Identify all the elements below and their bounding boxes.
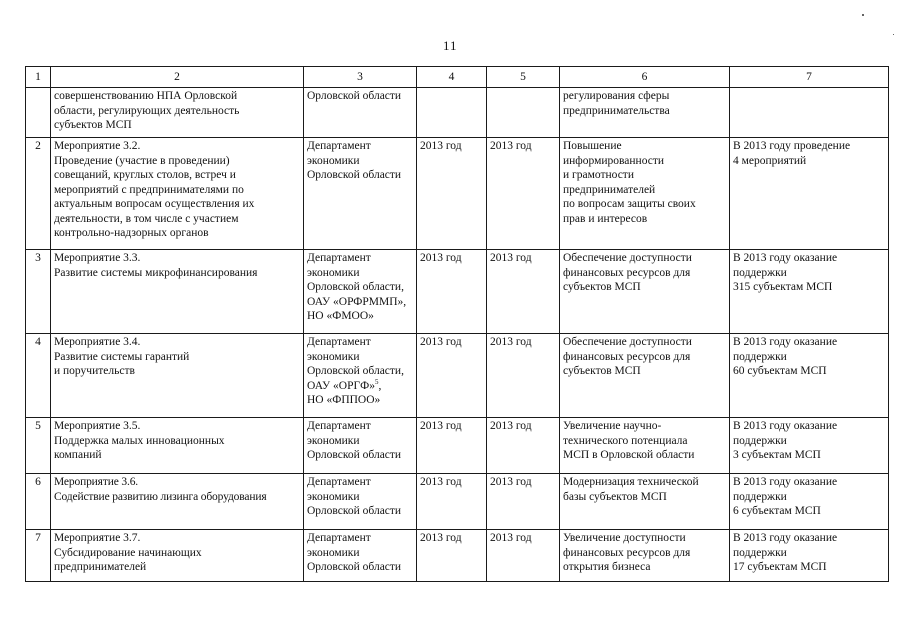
executor-cell: [304, 334, 417, 418]
executor-text-continued: , НО «ФППОО»: [307, 379, 382, 406]
row-number: 6: [26, 474, 51, 530]
column-header: 6: [560, 67, 730, 88]
row-number: [26, 88, 51, 138]
column-header: 1: [26, 67, 51, 88]
row-number: 2: [26, 138, 51, 250]
end-cell: 2013 год: [487, 530, 560, 582]
result-cell: Увеличение доступности финансовых ресурсов для открытия бизнеса: [560, 530, 730, 582]
end-cell: 2013 год: [487, 250, 560, 334]
start-cell: [417, 88, 487, 138]
table-row: [26, 138, 889, 250]
start-cell: 2013 год: [417, 474, 487, 530]
start-cell: 2013 год: [417, 138, 487, 250]
start-cell: 2013 год: [417, 530, 487, 582]
column-header: 5: [487, 67, 560, 88]
row-number: 5: [26, 418, 51, 474]
end-cell: 2013 год: [487, 138, 560, 250]
scan-speck: [862, 14, 864, 16]
executor-cell: Департамент экономики Орловской области, ОАУ «ОРФРММП», НО «ФМОО»: [304, 250, 417, 334]
row-number: 7: [26, 530, 51, 582]
indicator-cell: В 2013 году оказание поддержки 17 субъектам МСП: [730, 530, 889, 582]
executor-text: Департамент экономики Орловской области, ОАУ «ОРГФ»: [307, 336, 404, 392]
measure-cell: Мероприятие 3.4. Развитие системы гарантий и поручительств: [51, 334, 304, 418]
measure-cell: Мероприятие 3.7. Субсидирование начинающих предпринимателей: [51, 530, 304, 582]
column-header: 2: [51, 67, 304, 88]
indicator-cell: В 2013 году проведение 4 мероприятий: [730, 138, 889, 250]
indicator-cell: В 2013 году оказание поддержки 315 субъектам МСП: [730, 250, 889, 334]
header-row: [26, 67, 889, 88]
measure-cell: Мероприятие 3.5. Поддержка малых инновационных компаний: [51, 418, 304, 474]
table-row: [26, 334, 889, 418]
result-cell: Обеспечение доступности финансовых ресурсов для субъектов МСП: [560, 250, 730, 334]
executor-cell: Департамент экономики Орловской области: [304, 138, 417, 250]
indicator-cell: В 2013 году оказание поддержки 60 субъектам МСП: [730, 334, 889, 418]
column-header: 7: [730, 67, 889, 88]
result-cell: Модернизация технической базы субъектов МСП: [560, 474, 730, 530]
table-row: [26, 418, 889, 474]
executor-cell: Орловской области: [304, 88, 417, 138]
table-row: [26, 530, 889, 582]
table-row: [26, 474, 889, 530]
result-cell: Увеличение научно- технического потенциала МСП в Орловской области: [560, 418, 730, 474]
column-header: 4: [417, 67, 487, 88]
measures-table: [25, 66, 889, 582]
column-header: 3: [304, 67, 417, 88]
executor-cell: Департамент экономики Орловской области: [304, 418, 417, 474]
start-cell: 2013 год: [417, 334, 487, 418]
start-cell: 2013 год: [417, 418, 487, 474]
measure-cell: совершенствованию НПА Орловской области, регулирующих деятельность субъектов МСП: [51, 88, 304, 138]
table-row: [26, 250, 889, 334]
table-row: [26, 88, 889, 138]
row-number: 4: [26, 334, 51, 418]
measure-cell: Мероприятие 3.2. Проведение (участие в проведении) совещаний, круглых столов, встреч и мероприятий с предпринимателями по актуальным вопросам осуществления их деятельности, в том числе с участием контрольно-надзорных органов: [51, 138, 304, 250]
row-number: 3: [26, 250, 51, 334]
measure-cell: Мероприятие 3.6. Содействие развитию лизинга оборудования: [51, 474, 304, 530]
indicator-cell: В 2013 году оказание поддержки 3 субъектам МСП: [730, 418, 889, 474]
measure-cell: Мероприятие 3.3. Развитие системы микрофинансирования: [51, 250, 304, 334]
page-number: 11: [443, 38, 458, 53]
start-cell: 2013 год: [417, 250, 487, 334]
executor-cell: Департамент экономики Орловской области: [304, 530, 417, 582]
indicator-cell: В 2013 году оказание поддержки 6 субъектам МСП: [730, 474, 889, 530]
indicator-cell: [730, 88, 889, 138]
executor-cell: Департамент экономики Орловской области: [304, 474, 417, 530]
result-cell: Повышение информированности и грамотности предпринимателей по вопросам защиты своих прав и интересов: [560, 138, 730, 250]
result-cell: Обеспечение доступности финансовых ресурсов для субъектов МСП: [560, 334, 730, 418]
scan-speck: [893, 34, 894, 35]
end-cell: 2013 год: [487, 418, 560, 474]
footnote-marker: 5: [374, 377, 379, 386]
end-cell: 2013 год: [487, 334, 560, 418]
end-cell: [487, 88, 560, 138]
end-cell: 2013 год: [487, 474, 560, 530]
result-cell: регулирования сферы предпринимательства: [560, 88, 730, 138]
